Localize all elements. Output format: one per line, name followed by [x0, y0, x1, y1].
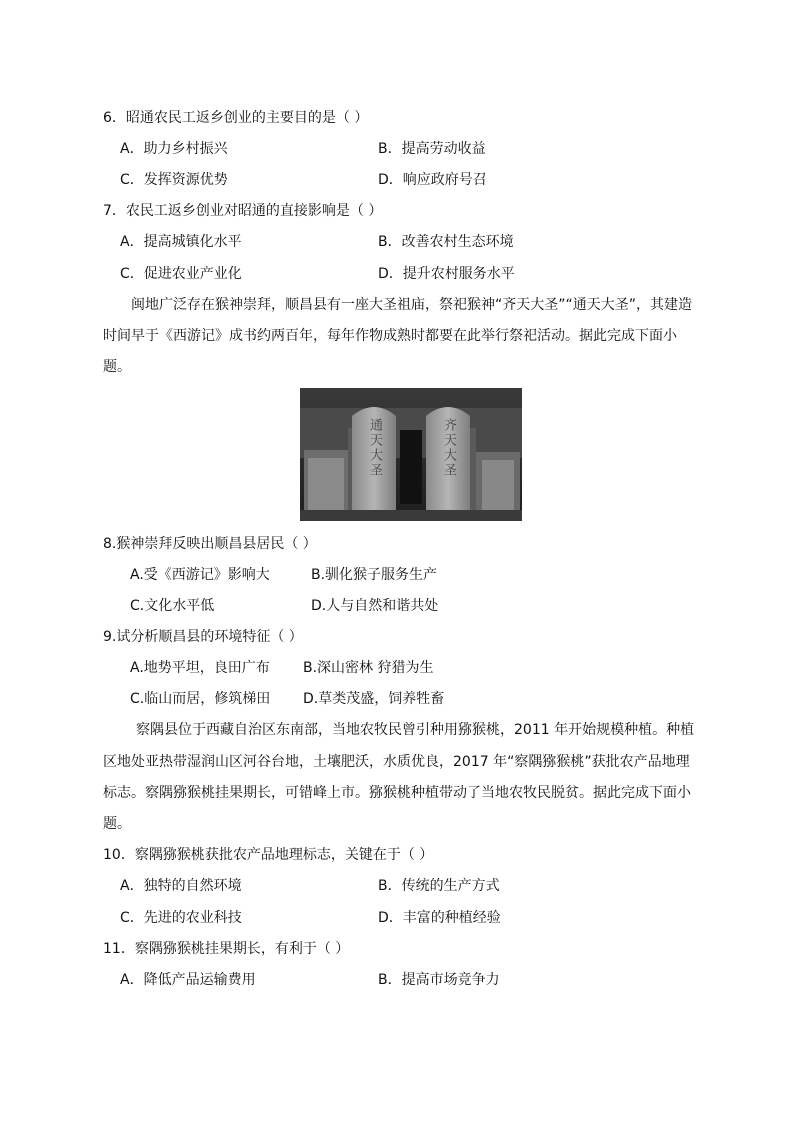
passage-2-line-4: 题。 — [103, 816, 131, 832]
question-6-option-c[interactable]: C．发挥资源优势 — [120, 172, 228, 188]
question-8-stem: 8.猴神崇拜反映出顺昌县居民（ ） — [103, 536, 317, 552]
question-7-stem: 7．农民工返乡创业对昭通的直接影响是（ ） — [103, 203, 383, 219]
question-7-option-c[interactable]: C．促进农业产业化 — [120, 266, 242, 282]
question-10-stem: 10．察隅猕猴桃获批农产品地理标志，关键在于（ ） — [103, 847, 434, 863]
question-8-option-a[interactable]: A.受《西游记》影响大 — [130, 567, 270, 583]
passage-2-line-1: 察隅县位于西藏自治区东南部，当地农牧民曾引种用猕猴桃，2011 年开始规模种植。种植 — [136, 722, 695, 738]
question-6-option-b[interactable]: B．提高劳动收益 — [378, 141, 486, 157]
question-10-option-a[interactable]: A．独特的自然环境 — [120, 878, 242, 894]
question-8-option-c[interactable]: C.文化水平低 — [130, 598, 215, 614]
question-9-option-a[interactable]: A.地势平坦，良田广布 — [130, 660, 270, 676]
question-11-stem: 11．察隅猕猴桃挂果期长，有利于（ ） — [103, 941, 350, 957]
question-8-option-d[interactable]: D.人与自然和谐共处 — [311, 598, 439, 614]
question-11-option-b[interactable]: B．提高市场竞争力 — [378, 972, 500, 988]
passage-1-line-2: 时间早于《西游记》成书约两百年，每年作物成熟时都要在此举行祭祀活动。据此完成下面小 — [103, 328, 677, 344]
stele-photo — [300, 388, 522, 521]
question-9-stem: 9.试分析顺昌县的环境特征（ ） — [103, 629, 303, 645]
passage-2-line-2: 区地处亚热带湿润山区河谷台地，土壤肥沃，水质优良，2017 年“察隅猕猴桃”获批农产品地理 — [103, 754, 690, 770]
question-9-option-d[interactable]: D.草类茂盛，饲养牲畜 — [303, 691, 445, 707]
question-9-option-b[interactable]: B.深山密林 狩猎为生 — [303, 660, 434, 676]
question-7-option-b[interactable]: B．改善农村生态环境 — [378, 234, 514, 250]
left-stele-inscription: 通天大圣 — [367, 418, 382, 478]
passage-1-line-3: 题。 — [103, 359, 131, 375]
question-11-option-a[interactable]: A．降低产品运输费用 — [120, 972, 256, 988]
question-8-option-b[interactable]: B.驯化猴子服务生产 — [311, 567, 438, 583]
question-6-option-a[interactable]: A．助力乡村振兴 — [120, 141, 228, 157]
question-7-option-d[interactable]: D．提升农村服务水平 — [378, 266, 515, 282]
passage-1-line-1: 闽地广泛存在猴神崇拜，顺昌县有一座大圣祖庙，祭祀猴神“齐天大圣”“通天大圣”，其建造 — [131, 297, 693, 313]
question-6-option-d[interactable]: D．响应政府号召 — [378, 172, 487, 188]
question-6-stem: 6．昭通农民工返乡创业的主要目的是（ ） — [103, 110, 369, 126]
passage-2-line-3: 标志。察隅猕猴桃挂果期长，可错峰上市。猕猴桃种植带动了当地农牧民脱贫。据此完成下面小 — [103, 785, 691, 801]
question-10-option-d[interactable]: D．丰富的种植经验 — [378, 910, 501, 926]
question-10-option-c[interactable]: C．先进的农业科技 — [120, 910, 242, 926]
question-10-option-b[interactable]: B．传统的生产方式 — [378, 878, 500, 894]
question-9-option-c[interactable]: C.临山而居，修筑梯田 — [130, 691, 271, 707]
question-7-option-a[interactable]: A．提高城镇化水平 — [120, 234, 242, 250]
right-stele-inscription: 齐天大圣 — [441, 418, 456, 478]
